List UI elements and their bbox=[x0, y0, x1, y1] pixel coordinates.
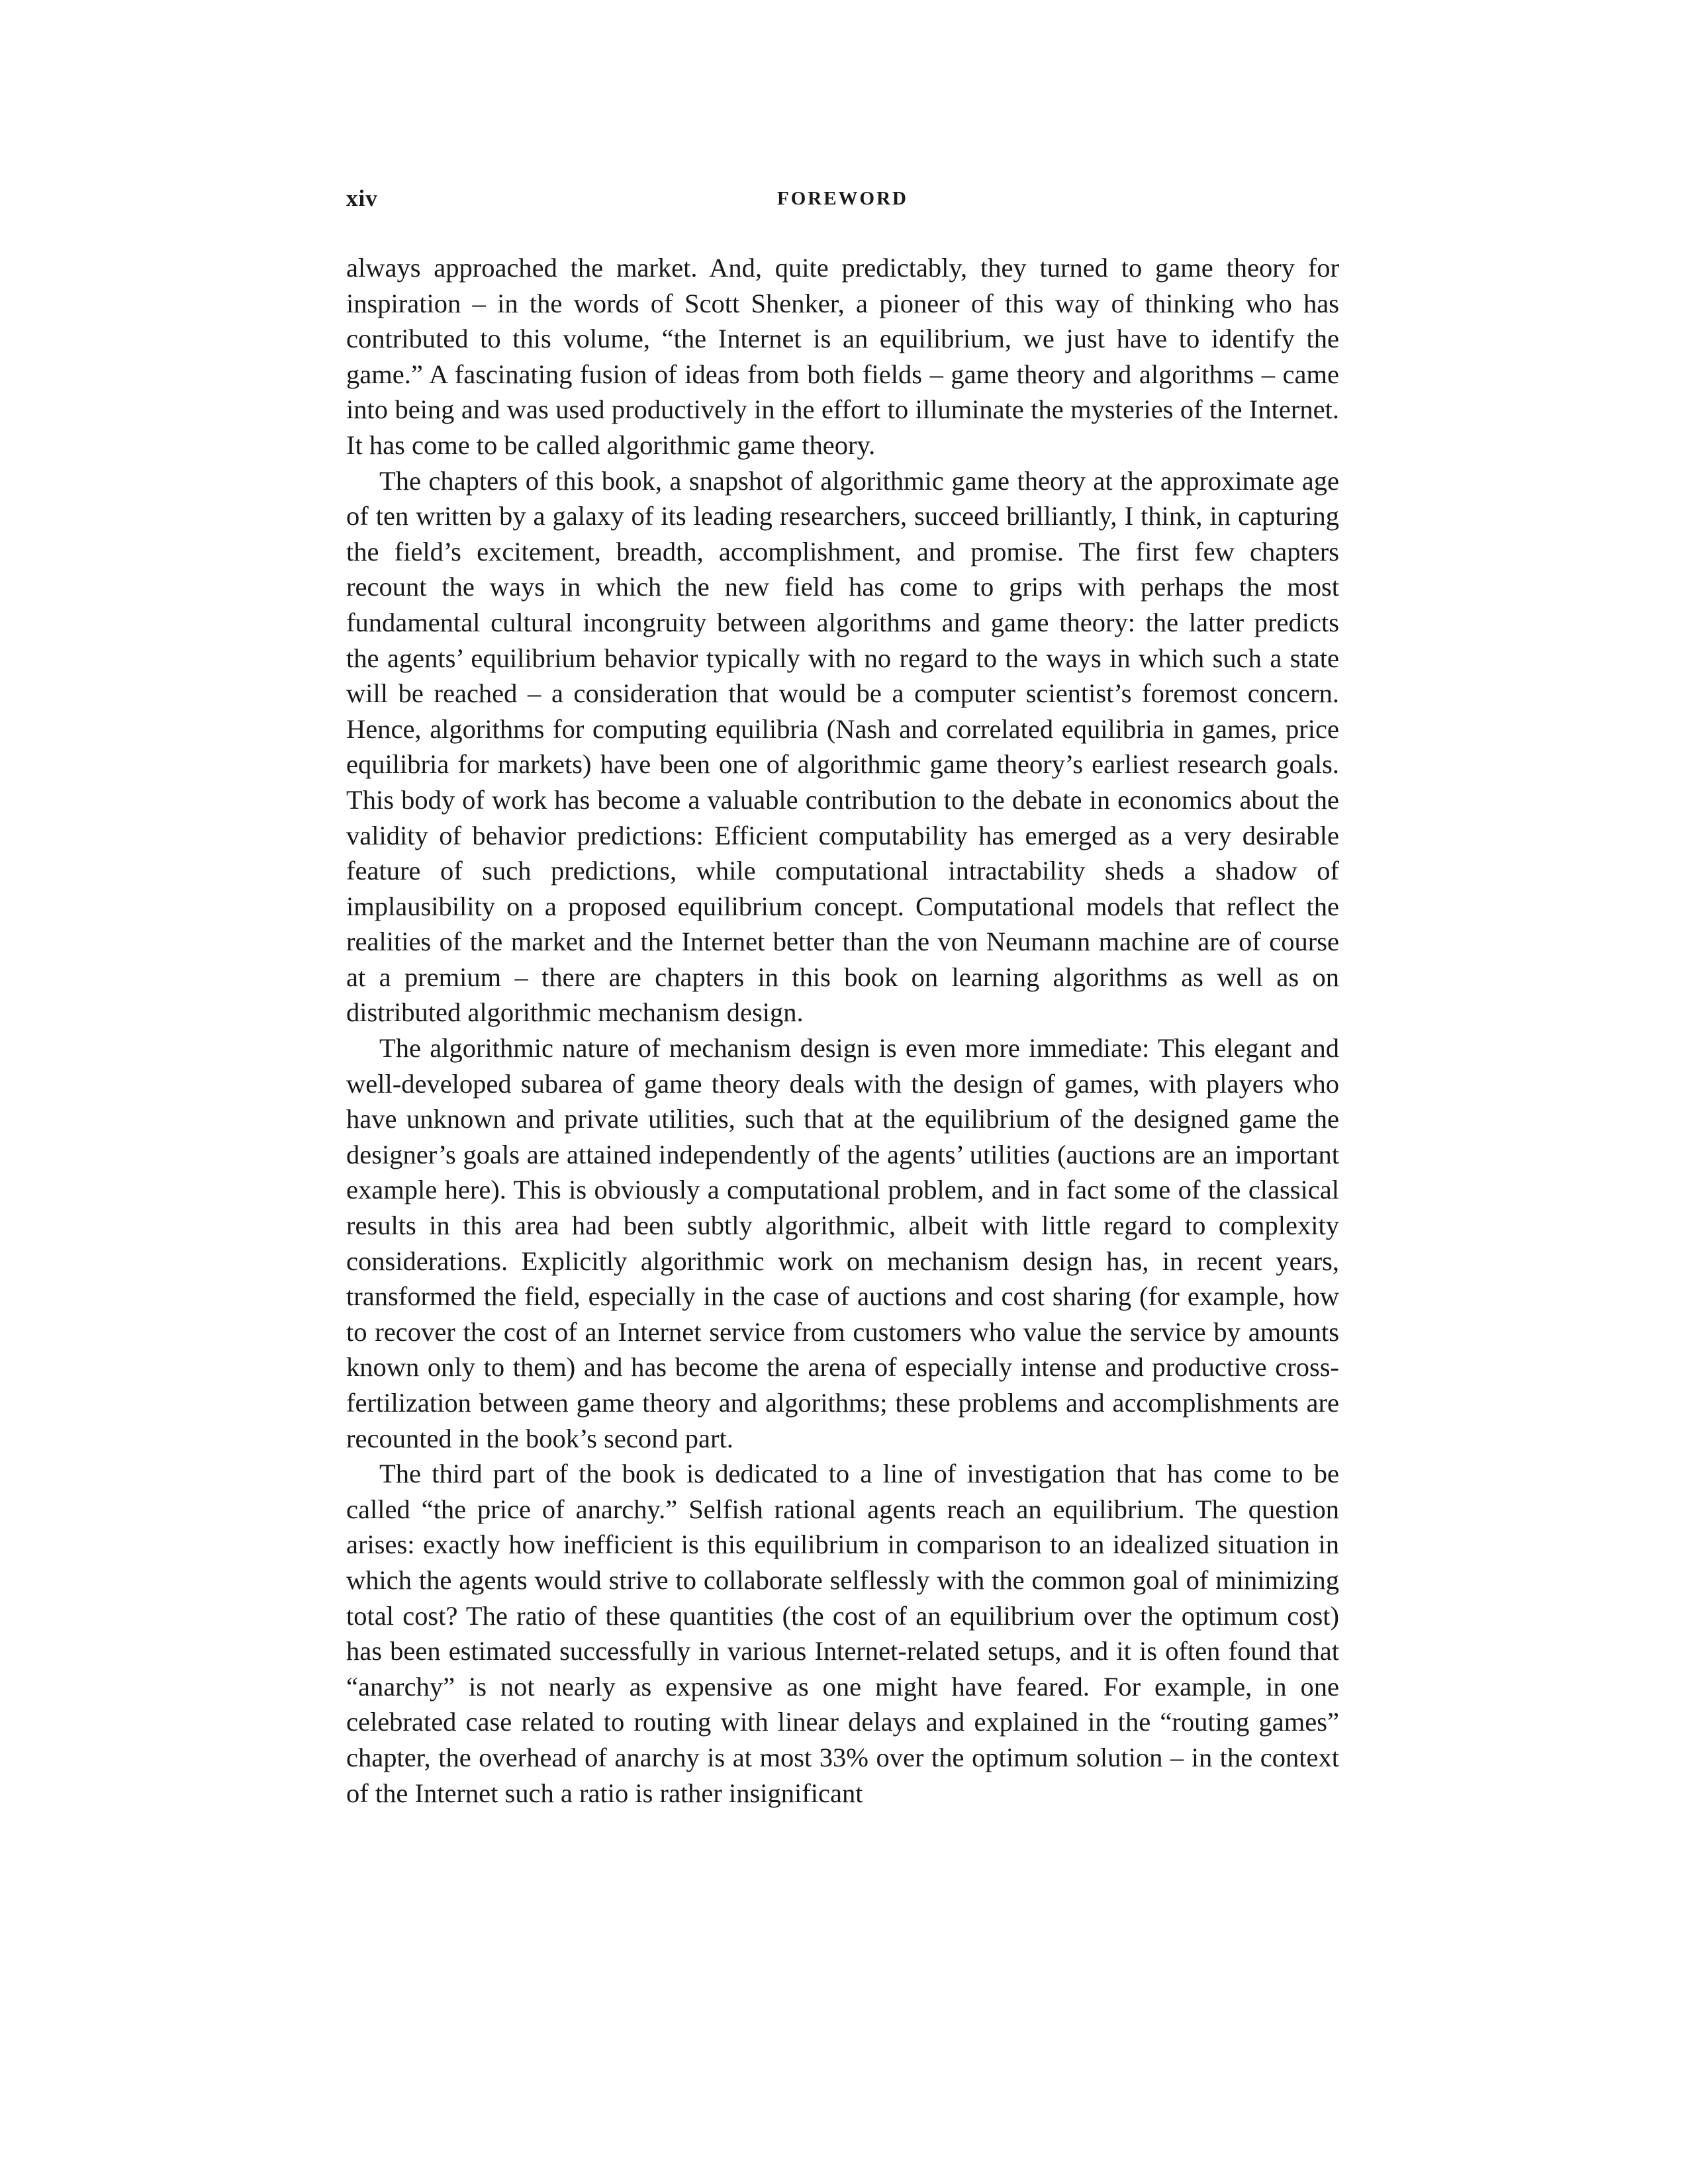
paragraph: always approached the market. And, quite predictably, they turned to game theory for inspiration – in the words of Scott Shenker, a pioneer of this way of thinking who has contributed to this volume, “the Internet is an equilibrium, we just have to identify the game.” A fascinating fusion of ideas from both fields – game theory and algorithms – came into being and was used productively in the effort to illuminate the mysteries of the Internet. It has come to be called algorithmic game theory. bbox=[346, 253, 1339, 460]
paragraph: The third part of the book is dedicated to a line of investigation that has come to be called “the price of anarchy.” Selfish rational agents reach an equilibrium. The question arises: exactly how inefficient is this equilibrium in comparison to an idealized situation in which the agents would strive to collaborate selflessly with the common goal of minimizing total cost? The ratio of these quantities (the cost of an equilibrium over the optimum cost) has been estimated successfully in various Internet-related setups, and it is often found that “anarchy” is not nearly as expensive as one might have feared. For example, in one celebrated case related to routing with linear delays and explained in the “routing games” chapter, the overhead of anarchy is at most 33% over the optimum solution – in the context of the Internet such a ratio is rather insignificant bbox=[346, 1459, 1339, 1808]
body-text bbox=[346, 250, 1339, 1811]
page-header bbox=[346, 185, 1339, 225]
paragraph: The algorithmic nature of mechanism design is even more immediate: This elegant and well-developed subarea of game theory deals with the design of games, with players who have unknown and private utilities, such that at the equilibrium of the designed game the designer’s goals are attained independently of the agents’ utilities (auctions are an important example here). This is obviously a computational problem, and in fact some of the classical results in this area had been subtly algorithmic, albeit with little regard to complexity considerations. Explicitly algorithmic work on mechanism design has, in recent years, transformed the field, especially in the case of auctions and cost sharing (for example, how to recover the cost of an Internet service from customers who value the service by amounts known only to them) and has become the arena of especially intense and productive cross-fertilization between game theory and algorithms; these problems and accomplishments are recounted in the book’s second part. bbox=[346, 1033, 1339, 1453]
page-number: xiv bbox=[346, 185, 378, 211]
paragraph: The chapters of this book, a snapshot of algorithmic game theory at the approximate age of ten written by a galaxy of its leading researchers, succeed brilliantly, I think, in capturing the field’s excitement, breadth, accomplishment, and promise. The first few chapters recount the ways in which the new field has come to grips with perhaps the most fundamental cultural incongruity between algorithms and game theory: the latter predicts the agents’ equilibrium behavior typically with no regard to the ways in which such a state will be reached – a consideration that would be a computer scientist’s foremost concern. Hence, algorithms for computing equilibria (Nash and correlated equilibria in games, price equilibria for markets) have been one of algorithmic game theory’s earliest research goals. This body of work has become a valuable contribution to the debate in economics about the validity of behavior predictions: Efficient computability has emerged as a very desirable feature of such predictions, while computational intractability sheds a shadow of implausibility on a proposed equilibrium concept. Computational models that reflect the realities of the market and the Internet better than the von Neumann machine are of course at a premium – there are chapters in this book on learning algorithms as well as on distributed algorithmic mechanism design. bbox=[346, 465, 1339, 1028]
running-head: FOREWORD bbox=[777, 188, 908, 209]
